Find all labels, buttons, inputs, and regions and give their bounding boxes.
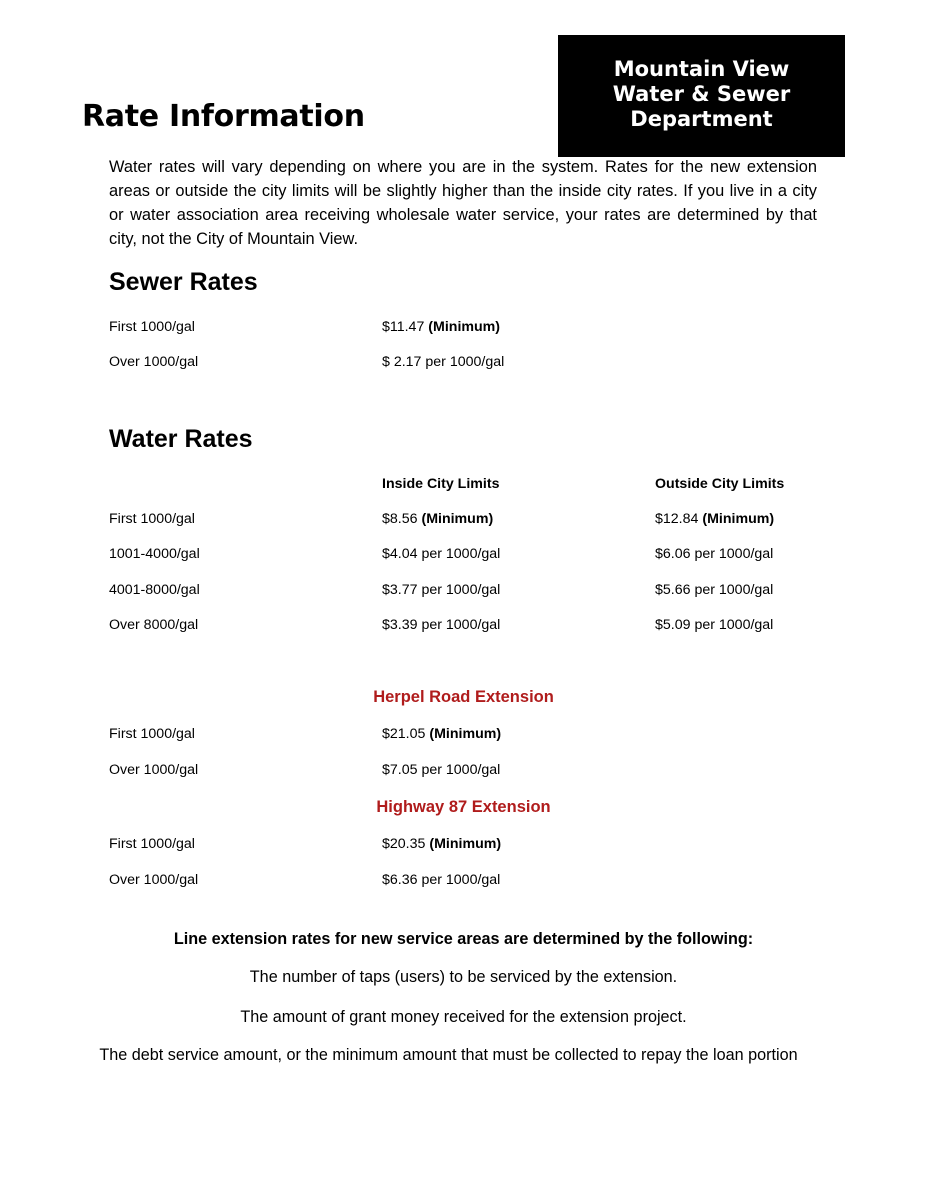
highway-row-1-value (382, 836, 501, 852)
line-extension-item-3: The debt service amount, or the minimum amount that must be collected to repay the loan portion (99, 1046, 798, 1064)
herpel-row-1-label: First 1000/gal (109, 726, 195, 742)
highway-row-1-label: First 1000/gal (109, 836, 195, 852)
highway-row-1-amount: $20.35 (382, 836, 426, 852)
water-row-1-inside-note: (Minimum) (421, 511, 494, 527)
water-row-1-outside-note: (Minimum) (702, 511, 775, 527)
sewer-row-1-note: (Minimum) (428, 319, 501, 335)
sewer-rates-heading: Sewer Rates (109, 268, 258, 296)
sewer-row-1-value (382, 319, 500, 335)
herpel-row-1-amount: $21.05 (382, 726, 426, 742)
herpel-row-2-label: Over 1000/gal (109, 762, 199, 778)
water-row-4-inside: $3.39 per 1000/gal (382, 617, 501, 633)
water-row-3-inside: $3.77 per 1000/gal (382, 582, 501, 598)
herpel-row-1-note: (Minimum) (429, 726, 502, 742)
herpel-road-extension-heading: Herpel Road Extension (373, 688, 554, 706)
water-row-4-label: Over 8000/gal (109, 617, 199, 633)
sewer-row-2-label: Over 1000/gal (109, 354, 199, 370)
department-logo-box (558, 35, 845, 157)
water-row-2-outside: $6.06 per 1000/gal (655, 546, 774, 562)
department-name-line-3: Department (630, 106, 773, 131)
intro-paragraph: Water rates will vary depending on where you are in the system. Rates for the new extension areas or outside the city limits will be slightly higher than the inside city rates. If you live in a city or water association area receiving wholesale water service, your rates are determined by that city, not the City of Mountain View. (109, 158, 817, 248)
water-row-2-inside: $4.04 per 1000/gal (382, 546, 501, 562)
highway-row-2-value: $6.36 per 1000/gal (382, 872, 501, 888)
highway-87-extension-heading: Highway 87 Extension (376, 798, 551, 816)
water-col-header-inside: Inside City Limits (382, 476, 500, 492)
water-col-header-outside: Outside City Limits (655, 476, 785, 492)
sewer-row-1-label: First 1000/gal (109, 319, 195, 335)
water-row-3-outside: $5.66 per 1000/gal (655, 582, 774, 598)
sewer-row-2-value: $ 2.17 per 1000/gal (382, 354, 505, 370)
water-row-3-label: 4001-8000/gal (109, 582, 200, 598)
water-row-1-outside-amount: $12.84 (655, 511, 699, 527)
highway-row-2-label: Over 1000/gal (109, 872, 199, 888)
highway-row-1-note: (Minimum) (429, 836, 502, 852)
water-row-2-label: 1001-4000/gal (109, 546, 200, 562)
sewer-row-1-amount: $11.47 (382, 319, 425, 335)
water-row-1-inside (382, 511, 493, 527)
water-row-1-outside (655, 511, 774, 527)
herpel-row-2-value: $7.05 per 1000/gal (382, 762, 501, 778)
department-name-line-2: Water & Sewer (612, 81, 791, 106)
department-name-line-1: Mountain View (613, 56, 790, 81)
line-extension-item-2: The amount of grant money received for the extension project. (240, 1008, 687, 1026)
herpel-row-1-value (382, 726, 501, 742)
water-rates-heading: Water Rates (109, 425, 253, 453)
water-row-4-outside: $5.09 per 1000/gal (655, 617, 774, 633)
water-row-1-inside-amount: $8.56 (382, 511, 418, 527)
page-title: Rate Information (82, 99, 365, 134)
water-row-1-label: First 1000/gal (109, 511, 195, 527)
line-extension-item-1: The number of taps (users) to be serviced by the extension. (249, 968, 678, 986)
line-extension-heading: Line extension rates for new service areas are determined by the following: (173, 930, 754, 948)
